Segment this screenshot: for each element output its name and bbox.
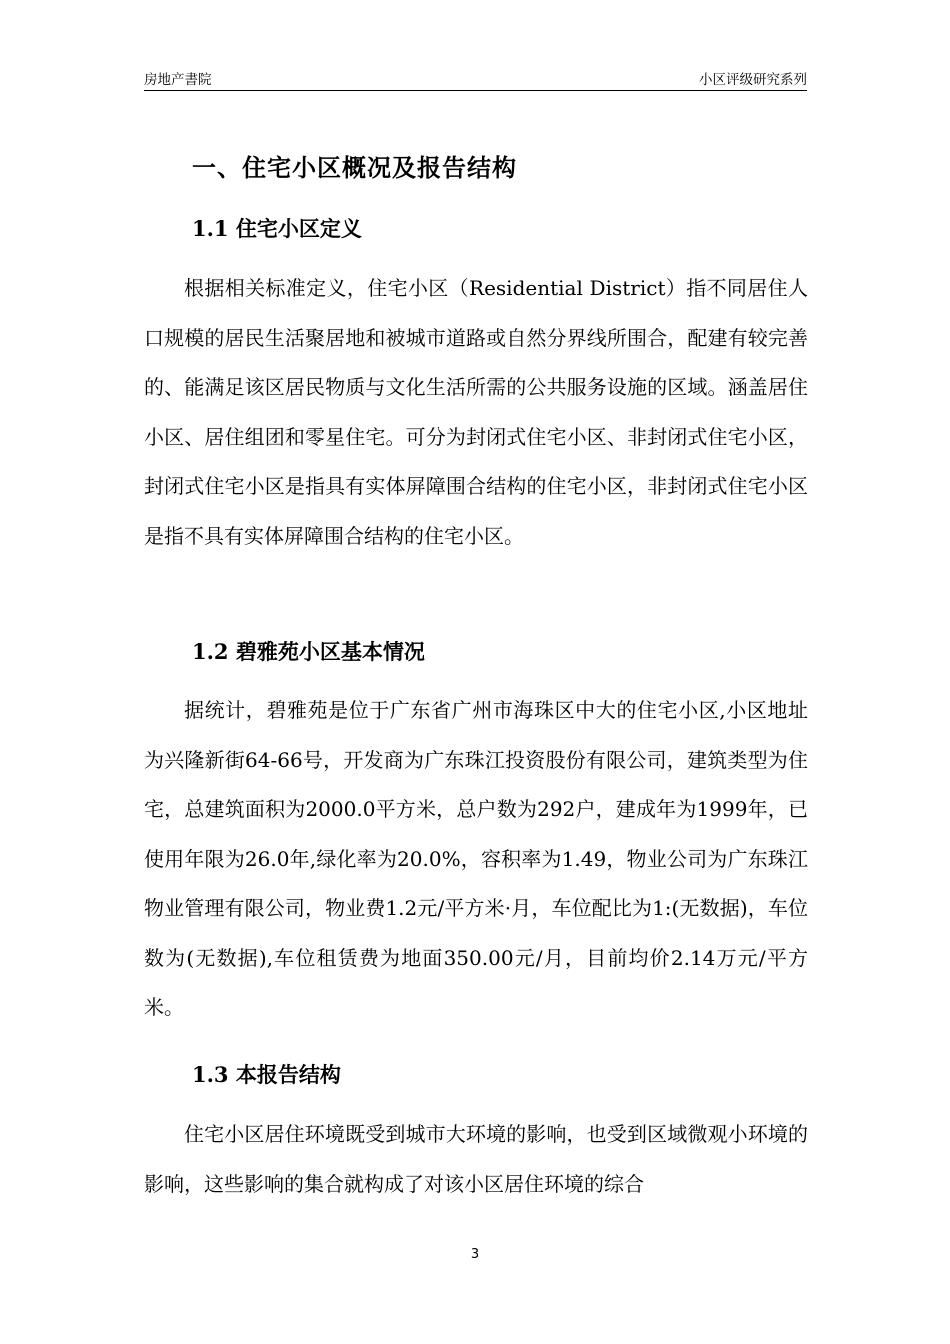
header-publisher: 房地产書院 [144,72,212,88]
header-series-title: 小区评级研究系列 [699,72,807,88]
section-heading-1-3: 1.3 本报告结构 [192,1062,341,1087]
chapter-title: 一、住宅小区概况及报告结构 [192,153,517,182]
page-header [144,66,807,91]
section-heading-1-1: 1.1 住宅小区定义 [192,216,362,241]
section-body-1-1: 根据相关标准定义，住宅小区（Residential District）指不同居住人口规模的居民生活聚居地和被城市道路或自然分界线所围合，配建有较完善的、能满足该区居民物质与文化生活所需的公共服务设施的区域。涵盖居住小区、居住组团和零星住宅。可分为封闭式住宅小区、非封闭式住宅小区，封闭式住宅小区是指具有实体屏障围合结构的住宅小区，非封闭式住宅小区是指不具有实体屏障围合结构的住宅小区。 [144,276,808,548]
section-body-1-3: 住宅小区居住环境既受到城市大环境的影响，也受到区域微观小环境的影响，这些影响的集合就构成了对该小区居住环境的综合 [144,1122,808,1196]
page-number: 3 [470,1247,480,1262]
section-body-1-2: 据统计，碧雅苑是位于广东省广州市海珠区中大的住宅小区,小区地址为兴隆新街64-66号，开发商为广东珠江投资股份有限公司，建筑类型为住宅，总建筑面积为2000.0平方米，总户数为292户，建成年为1999年，已使用年限为26.0年,绿化率为20.0%，容积率为1.49，物业公司为广东珠江物业管理有限公司，物业费1.2元/平方米·月，车位配比为1:(无数据)，车位数为(无数据),车位租赁费为地面350.00元/月，目前均价2.14万元/平方米。 [144,698,808,1019]
section-heading-1-2: 1.2 碧雅苑小区基本情况 [192,639,425,664]
